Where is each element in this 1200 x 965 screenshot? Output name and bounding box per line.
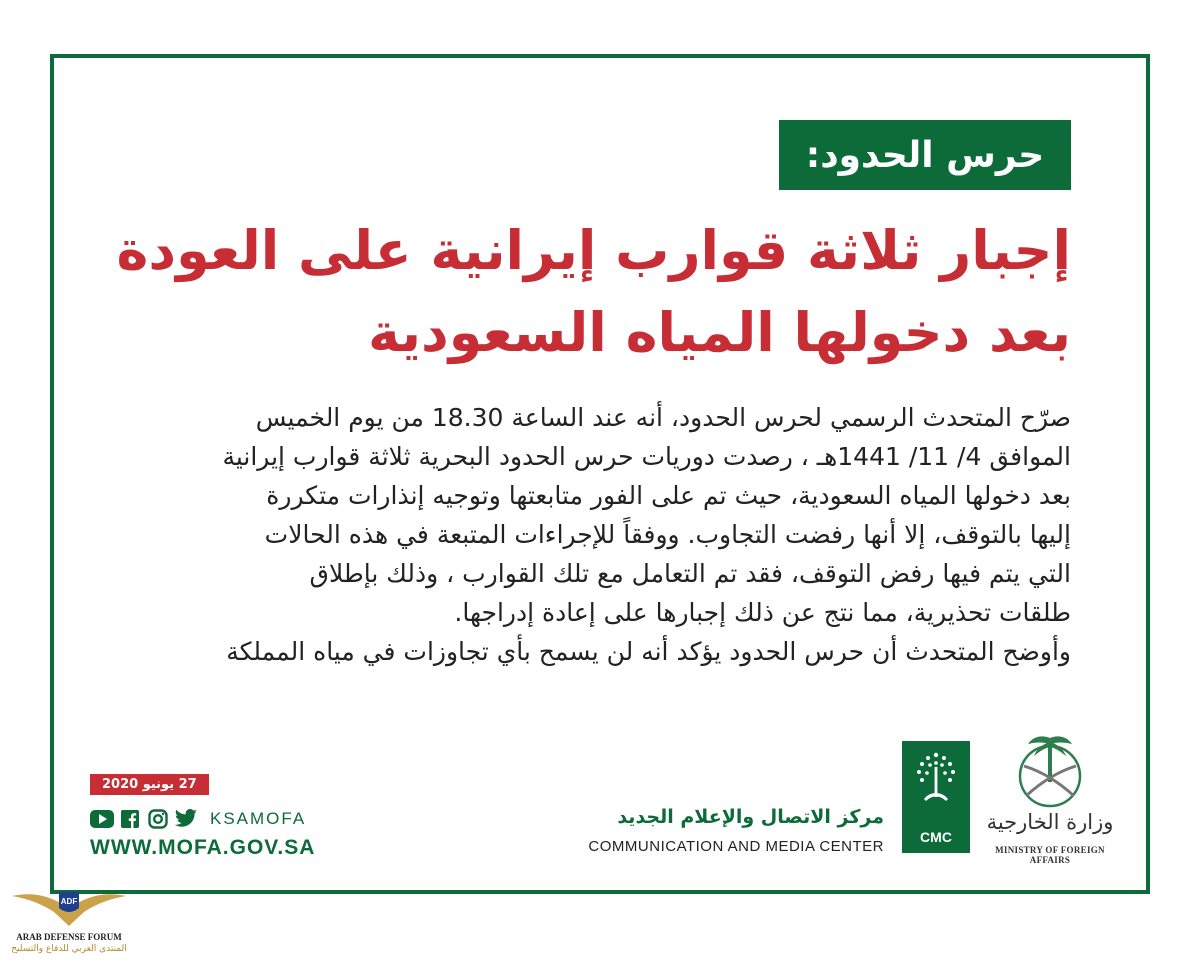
palm-swords-emblem-icon: [980, 728, 1120, 810]
cmc-logo-label: CMC: [920, 829, 952, 845]
body-line: الموافق 4/ 11/ 1441هـ ، رصدت دوريات حرس الحدود البحرية ثلاثة قوارب إيرانية: [222, 442, 1071, 471]
website-link[interactable]: WWW.MOFA.GOV.SA: [90, 836, 316, 859]
cmc-logo: [902, 741, 970, 853]
body-line: إليها بالتوقف، إلا أنها رفضت التجاوب. ووفقاً للإجراءات المتبعة في هذه الحالات: [264, 520, 1071, 549]
watermark-title: ARAB DEFENSE FORUM: [16, 932, 122, 942]
body-line: بعد دخولها المياه السعودية، حيث تم على الفور متابعتها وتوجيه إنذارات متكررة: [266, 481, 1071, 510]
section-tag-label: حرس الحدود:: [805, 134, 1045, 176]
cmc-emblem-icon: [902, 741, 970, 821]
date-badge: [90, 774, 209, 795]
statement-body: [91, 398, 1071, 671]
social-links: [90, 806, 306, 832]
body-line: طلقات تحذيرية، مما نتج عن ذلك إجبارها على إعادة إدراجها.: [454, 598, 1071, 627]
eagle-shield-icon: [4, 882, 134, 932]
watermark: [4, 882, 134, 962]
social-handle[interactable]: KSAMOFA: [210, 809, 307, 828]
mofa-name-arabic: وزارة الخارجية: [986, 810, 1114, 834]
mofa-name-english: MINISTRY OF FOREIGN AFFAIRS: [995, 845, 1105, 865]
twitter-icon[interactable]: [174, 808, 198, 830]
instagram-icon[interactable]: [146, 808, 170, 830]
cmc-name-arabic: مركز الاتصال والإعلام الجديد: [617, 806, 884, 828]
cmc-name-english: COMMUNICATION AND MEDIA CENTER: [588, 838, 884, 855]
body-line: وأوضح المتحدث أن حرس الحدود يؤكد أنه لن يسمح بأي تجاوزات في مياه المملكة: [226, 637, 1071, 666]
youtube-icon[interactable]: [90, 808, 114, 830]
facebook-icon[interactable]: [118, 808, 142, 830]
watermark-subtitle: المنتدى العربي للدفاع والتسليح: [11, 944, 127, 954]
headline: [91, 210, 1071, 374]
headline-line: إجبار ثلاثة قوارب إيرانية على العودة: [116, 219, 1071, 282]
body-line: التي يتم فيها رفض التوقف، فقد تم التعامل مع تلك القوارب ، وذلك بإطلاق: [309, 559, 1071, 588]
date-text: 27 يونيو 2020: [102, 777, 197, 792]
section-tag: [779, 120, 1071, 190]
body-line: صرّح المتحدث الرسمي لحرس الحدود، أنه عند الساعة 18.30 من يوم الخميس: [255, 403, 1071, 432]
headline-line: بعد دخولها المياه السعودية: [367, 301, 1071, 364]
svg-text:ADF: ADF: [60, 897, 78, 906]
mofa-logo: [980, 728, 1120, 865]
